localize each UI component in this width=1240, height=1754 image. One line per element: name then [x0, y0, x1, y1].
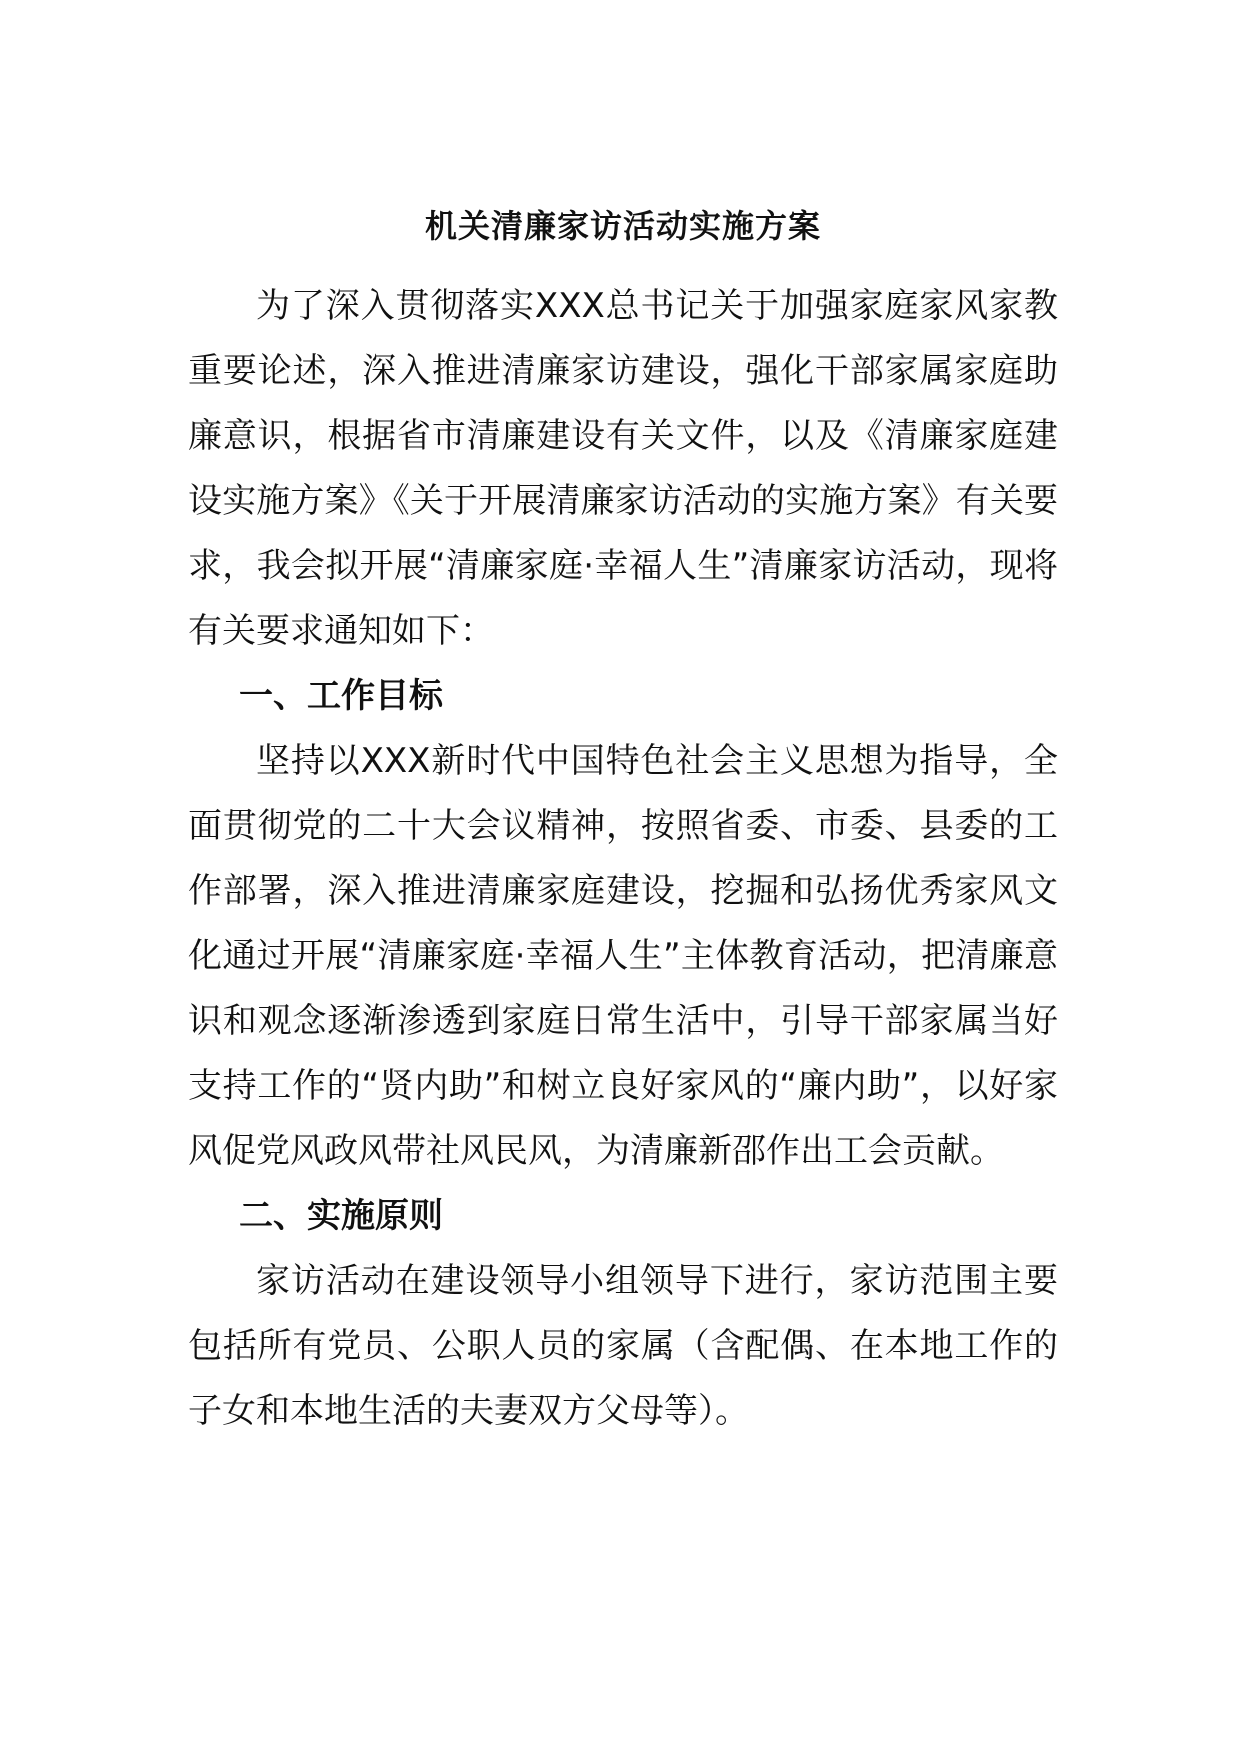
section-heading-work-goals: 一、工作目标 [239, 676, 443, 716]
section-body-work-goals: 坚持以XXX新时代中国特色社会主义思想为指导，全面贯彻党的二十大会议精神，按照省委、市委、县委的工作部署，深入推进清廉家庭建设，挖掘和弘扬优秀家风文化通过开展“清廉家庭·幸福人生”主体教育活动，把清廉意识和观念逐渐渗透到家庭日常生活中，引导干部家属当好支持工作的“贤内助”和树立良好家风的“廉内助”，以好家风促党风政风带社风民风，为清廉新邵作出工会贡献。 [188, 741, 1058, 1171]
intro-paragraph: 为了深入贯彻落实XXX总书记关于加强家庭家风家教重要论述，深入推进清廉家访建设，强化干部家属家庭助廉意识，根据省市清廉建设有关文件，以及《清廉家庭建设实施方案》《关于开展清廉家访活动的实施方案》有关要求，我会拟开展“清廉家庭·幸福人生”清廉家访活动，现将有关要求通知如下： [188, 286, 1058, 651]
section-heading-principles: 二、实施原则 [239, 1196, 443, 1236]
document-page [188, 200, 1058, 1700]
document-title: 机关清廉家访活动实施方案 [424, 207, 821, 245]
section-body-principles: 家访活动在建设领导小组领导下进行，家访范围主要包括所有党员、公职人员的家属（含配偶、在本地工作的子女和本地生活的夫妻双方父母等）。 [188, 1261, 1058, 1431]
